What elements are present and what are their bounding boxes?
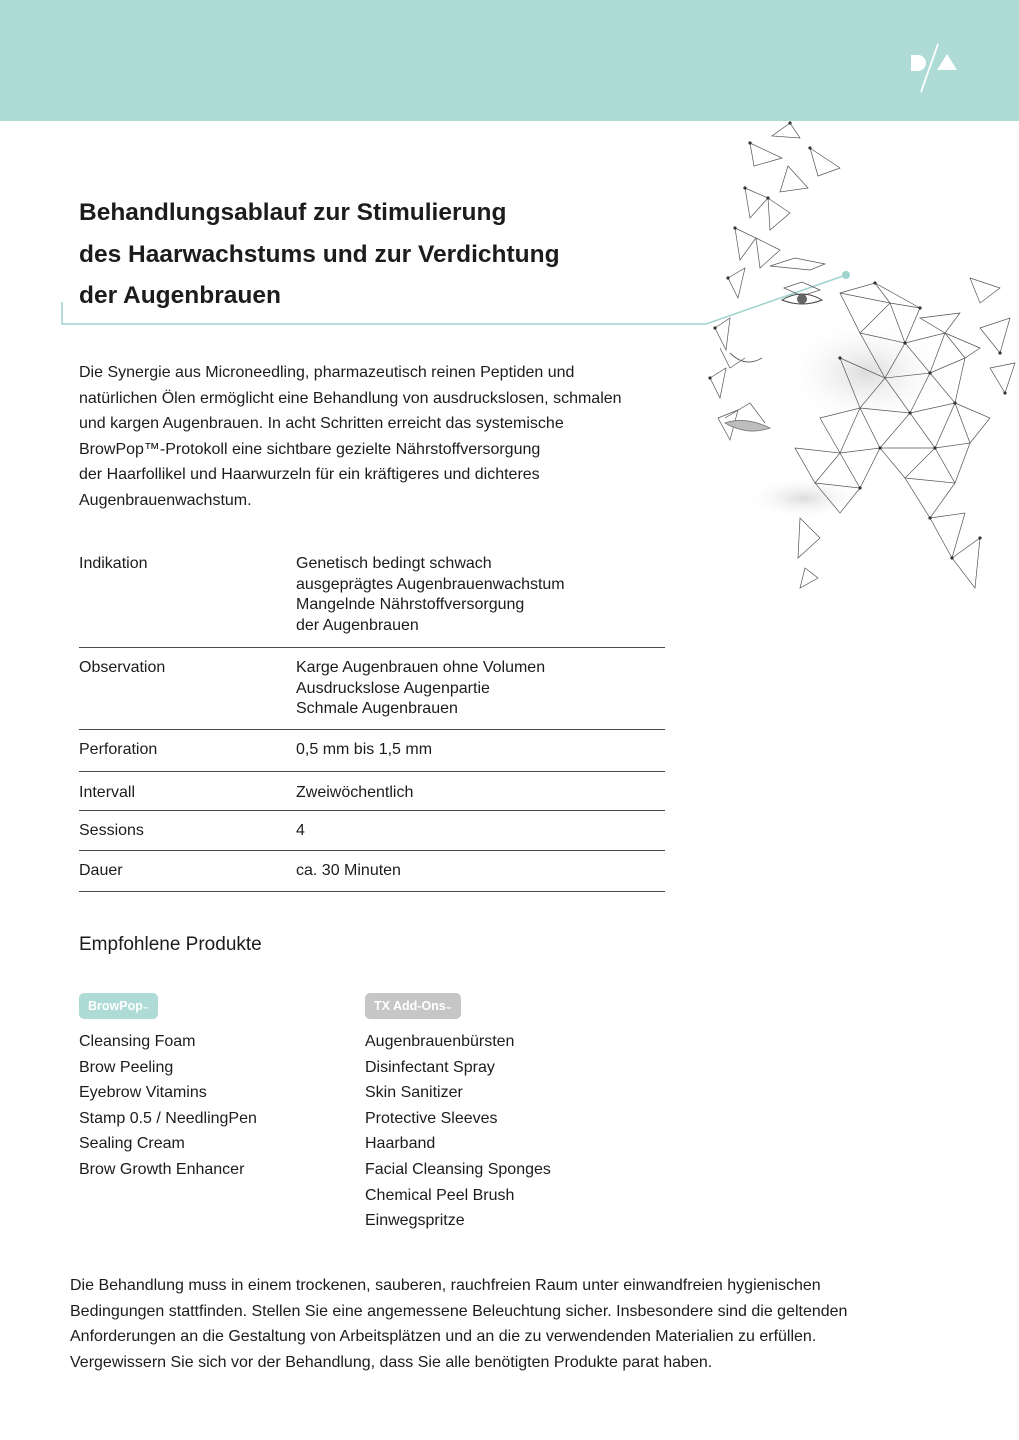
spec-value xyxy=(296,554,665,647)
browpop-badge-label: BrowPop xyxy=(88,999,143,1013)
intro-line: BrowPop™-Protokoll eine sichtbare gezielte Nährstoffversorgung xyxy=(79,440,541,458)
spec-value xyxy=(296,658,665,729)
title-line: des Haarwachstums und zur Verdichtung xyxy=(79,240,560,268)
spec-value xyxy=(296,821,665,850)
spec-value-line: 4 xyxy=(296,822,305,839)
spec-label: Perforation xyxy=(79,741,158,758)
title-line: der Augenbrauen xyxy=(79,282,281,309)
list-item: Protective Sleeves xyxy=(365,1109,498,1127)
spec-row-observation xyxy=(79,648,665,730)
spec-label: Observation xyxy=(79,659,166,676)
spec-value xyxy=(296,861,665,891)
list-item: Sealing Cream xyxy=(79,1135,185,1153)
list-item: Facial Cleansing Sponges xyxy=(365,1160,551,1178)
intro-line: Die Synergie aus Microneedling, pharmazeutisch reinen Peptiden und xyxy=(79,364,575,381)
note-line: Die Behandlung muss in einem trockenen, sauberen, rauchfreien Raum unter einwandfreien hygienischen xyxy=(70,1277,821,1294)
title-line: Behandlungsablauf zur Stimulierung xyxy=(79,199,507,226)
spec-label: Indikation xyxy=(79,555,148,572)
spec-value-line: ca. 30 Minuten xyxy=(296,862,401,879)
list-item: Disinfectant Spray xyxy=(365,1058,495,1076)
note-line: Anforderungen an die Gestaltung von Arbeitsplätzen und an die zu verwendenden Materialien zu erfüllen. xyxy=(70,1328,817,1346)
intro-line: natürlichen Ölen ermöglicht eine Behandlung von ausdruckslosen, schmalen xyxy=(79,389,622,407)
polygon-face-illustration xyxy=(690,118,1019,598)
tx-addons-product-list xyxy=(365,1029,551,1234)
intro-line: Augenbrauenwachstum. xyxy=(79,491,252,509)
list-item: Brow Growth Enhancer xyxy=(79,1160,245,1178)
page-title xyxy=(79,192,679,317)
intro-line: und kargen Augenbrauen. In acht Schritten erreicht das systemische xyxy=(79,415,564,433)
spec-value-line: Zweiwöchentlich xyxy=(296,784,414,801)
spec-row-perforation xyxy=(79,730,665,772)
spec-value-line: Mangelnde Nährstoffversorgung xyxy=(296,596,525,613)
header-band xyxy=(0,0,1019,121)
note-line: Bedingungen stattfinden. Stellen Sie eine angemessene Beleuchtung sicher. Insbesondere sind die geltenden xyxy=(70,1302,848,1320)
spec-value xyxy=(296,740,665,771)
products-heading: Empfohlene Produkte xyxy=(79,934,262,955)
list-item: Skin Sanitizer xyxy=(365,1084,463,1102)
tx-addons-badge xyxy=(365,993,461,1019)
trademark-mark: ™ xyxy=(445,1007,452,1013)
spec-value-line: Ausdruckslose Augenpartie xyxy=(296,679,490,697)
list-item: Einwegspritze xyxy=(365,1212,465,1230)
spec-label: Intervall xyxy=(79,784,136,801)
browpop-product-list xyxy=(79,1029,257,1183)
intro-paragraph xyxy=(79,360,679,514)
hygiene-note xyxy=(70,1273,970,1375)
spec-value-line: der Augenbrauen xyxy=(296,616,419,634)
list-item: Brow Peeling xyxy=(79,1058,174,1076)
spec-value-line: Karge Augenbrauen ohne Volumen xyxy=(296,659,546,676)
list-item: Eyebrow Vitamins xyxy=(79,1084,207,1102)
spec-value xyxy=(296,783,665,810)
list-item: Chemical Peel Brush xyxy=(365,1186,515,1204)
list-item: Stamp 0.5 / NeedlingPen xyxy=(79,1109,257,1127)
spec-value-line: Schmale Augenbrauen xyxy=(296,700,458,717)
spec-value-line: Genetisch bedingt schwach xyxy=(296,555,492,572)
trademark-mark: ™ xyxy=(142,1007,149,1013)
spec-label: Dauer xyxy=(79,862,123,879)
note-line: Vergewissern Sie sich vor der Behandlung, dass Sie alle benötigten Produkte parat haben. xyxy=(70,1353,713,1371)
browpop-badge xyxy=(79,993,158,1019)
spec-row-sessions xyxy=(79,811,665,851)
spec-value-line: 0,5 mm bis 1,5 mm xyxy=(296,741,433,758)
treatment-spec-table xyxy=(79,554,665,892)
da-logo-icon xyxy=(905,38,961,94)
list-item: Augenbrauenbürsten xyxy=(365,1033,515,1050)
spec-value-line: ausgeprägtes Augenbrauenwachstum xyxy=(296,575,565,593)
list-item: Cleansing Foam xyxy=(79,1033,196,1050)
list-item: Haarband xyxy=(365,1135,436,1153)
intro-line: der Haarfollikel und Haarwurzeln für ein kräftigeres und dichteres xyxy=(79,466,540,484)
tx-addons-badge-label: TX Add-Ons xyxy=(374,999,446,1013)
spec-row-dauer xyxy=(79,851,665,892)
spec-row-intervall xyxy=(79,772,665,811)
spec-row-indikation xyxy=(79,554,665,648)
spec-label: Sessions xyxy=(79,822,144,839)
